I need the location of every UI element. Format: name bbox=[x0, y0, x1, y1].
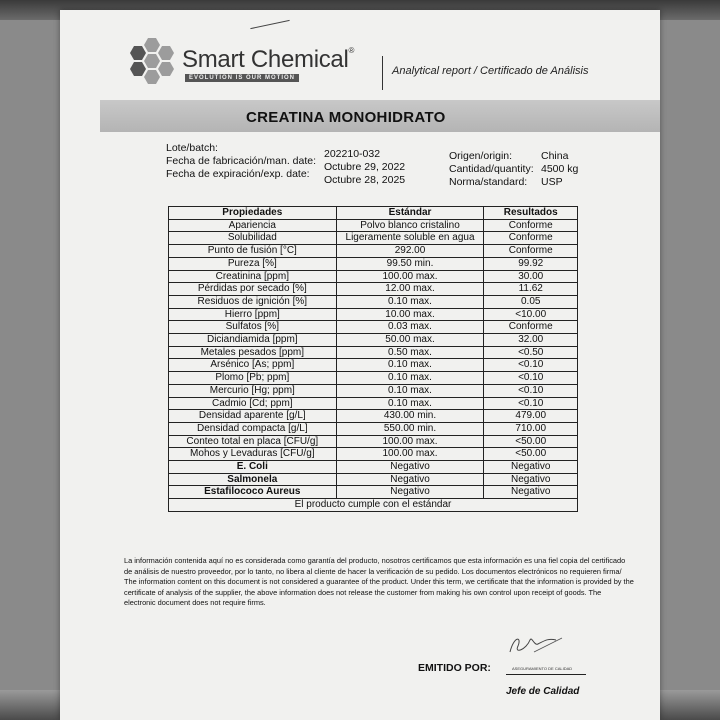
cantidad-value: 4500 kg bbox=[541, 163, 579, 175]
standard-cell: Ligeramente soluble en agua bbox=[336, 232, 484, 245]
table-header-row bbox=[169, 207, 578, 220]
result-cell: <0.50 bbox=[484, 346, 578, 359]
property-cell: Arsénico [As; ppm] bbox=[169, 359, 337, 372]
standard-cell: Negativo bbox=[336, 486, 484, 499]
standard-cell: 10.00 max. bbox=[336, 308, 484, 321]
table-row bbox=[169, 295, 578, 308]
result-cell: Conforme bbox=[484, 232, 578, 245]
standard-cell: 12.00 max. bbox=[336, 283, 484, 296]
table-row bbox=[169, 372, 578, 385]
property-cell: Creatinina [ppm] bbox=[169, 270, 337, 283]
table-row bbox=[169, 257, 578, 270]
header-resultados: Resultados bbox=[484, 207, 578, 220]
property-cell: Densidad aparente [g/L] bbox=[169, 410, 337, 423]
origen-value: China bbox=[541, 150, 569, 162]
emitido-label: EMITIDO POR: bbox=[418, 662, 491, 674]
exp-value: Octubre 28, 2025 bbox=[324, 174, 406, 186]
property-cell: Conteo total en placa [CFU/g] bbox=[169, 435, 337, 448]
meta-labels-right bbox=[449, 150, 534, 189]
standard-cell: 0.03 max. bbox=[336, 321, 484, 334]
property-cell: Densidad compacta [g/L] bbox=[169, 422, 337, 435]
standard-cell: 430.00 min. bbox=[336, 410, 484, 423]
result-cell: Conforme bbox=[484, 245, 578, 258]
table-row bbox=[169, 283, 578, 296]
table-row bbox=[169, 384, 578, 397]
table-row bbox=[169, 359, 578, 372]
property-cell: Sulfatos [%] bbox=[169, 321, 337, 334]
signature-icon bbox=[504, 632, 574, 658]
standard-cell: 0.10 max. bbox=[336, 372, 484, 385]
result-cell: Negativo bbox=[484, 473, 578, 486]
result-cell: Negativo bbox=[484, 486, 578, 499]
conclusion-row bbox=[169, 499, 578, 512]
result-cell: <0.10 bbox=[484, 397, 578, 410]
standard-cell: 0.10 max. bbox=[336, 397, 484, 410]
origen-label: Origen/origin: bbox=[449, 150, 513, 162]
standard-cell: 0.10 max. bbox=[336, 384, 484, 397]
property-cell: Solubilidad bbox=[169, 232, 337, 245]
product-title: CREATINA MONOHIDRATO bbox=[246, 109, 446, 126]
table-body bbox=[169, 219, 578, 498]
result-cell: <0.10 bbox=[484, 372, 578, 385]
result-cell: <10.00 bbox=[484, 308, 578, 321]
table-row bbox=[169, 321, 578, 334]
exp-label: Fecha de expiración/exp. date: bbox=[166, 168, 310, 180]
result-cell: 710.00 bbox=[484, 422, 578, 435]
result-cell: Conforme bbox=[484, 219, 578, 232]
table-row bbox=[169, 232, 578, 245]
standard-cell: 0.10 max. bbox=[336, 359, 484, 372]
table-row bbox=[169, 397, 578, 410]
meta-values-right bbox=[541, 150, 578, 189]
meta-values-left bbox=[324, 148, 405, 187]
property-cell: Mercurio [Hg; ppm] bbox=[169, 384, 337, 397]
table-row bbox=[169, 270, 578, 283]
standard-cell: 0.10 max. bbox=[336, 295, 484, 308]
table-row bbox=[169, 245, 578, 258]
table-row bbox=[169, 422, 578, 435]
result-cell: 32.00 bbox=[484, 334, 578, 347]
result-cell: <50.00 bbox=[484, 435, 578, 448]
header-propiedades: Propiedades bbox=[169, 207, 337, 220]
property-cell: Cadmio [Cd; ppm] bbox=[169, 397, 337, 410]
result-cell: 30.00 bbox=[484, 270, 578, 283]
property-cell: Estafilococo Aureus bbox=[169, 486, 337, 499]
standard-cell: Negativo bbox=[336, 473, 484, 486]
standard-cell: 99.50 min. bbox=[336, 257, 484, 270]
result-cell: Conforme bbox=[484, 321, 578, 334]
lote-label: Lote/batch: bbox=[166, 142, 218, 154]
standard-cell: Negativo bbox=[336, 461, 484, 474]
standard-cell: Polvo blanco cristalino bbox=[336, 219, 484, 232]
role-label: Jefe de Calidad bbox=[506, 686, 580, 697]
standard-cell: 100.00 max. bbox=[336, 448, 484, 461]
header-divider bbox=[382, 56, 383, 90]
property-cell: Pérdidas por secado [%] bbox=[169, 283, 337, 296]
standard-cell: 292.00 bbox=[336, 245, 484, 258]
analysis-table bbox=[168, 206, 578, 512]
result-cell: <0.10 bbox=[484, 359, 578, 372]
standard-cell: 550.00 min. bbox=[336, 422, 484, 435]
table-row bbox=[169, 435, 578, 448]
property-cell: Metales pesados [ppm] bbox=[169, 346, 337, 359]
result-cell: 479.00 bbox=[484, 410, 578, 423]
conclusion-text: El producto cumple con el estándar bbox=[169, 499, 578, 512]
table-row bbox=[169, 334, 578, 347]
property-cell: Apariencia bbox=[169, 219, 337, 232]
disclaimer-text: La información contenida aquí no es considerada como garantía del producto, nosotros certificamos que esta información es una fiel copia del certificado de análisis de nuestro proveedor, por lo tanto, no libera al cliente de hacer la verificación de su pedido. Los documentos electrónicos no requieren firma/ The information content on this document is not considered a guarantee of the product. Under this term, we certificate that the information is provided by the certificate of analysis of the supplier, the above information does not release the customer from making his own control upon receipt of goods. The electronic document does not require firms. bbox=[124, 556, 634, 607]
standard-cell: 0.50 max. bbox=[336, 346, 484, 359]
property-cell: Mohos y Levaduras [CFU/g] bbox=[169, 448, 337, 461]
property-cell: Hierro [ppm] bbox=[169, 308, 337, 321]
paper-mark bbox=[250, 20, 289, 29]
lote-value: 202210-032 bbox=[324, 148, 381, 160]
standard-cell: 100.00 max. bbox=[336, 270, 484, 283]
standard-cell: 50.00 max. bbox=[336, 334, 484, 347]
property-cell: Salmonela bbox=[169, 473, 337, 486]
table-row bbox=[169, 219, 578, 232]
signature-line bbox=[506, 674, 586, 675]
property-cell: Pureza [%] bbox=[169, 257, 337, 270]
certificate-page bbox=[60, 10, 660, 720]
header-estandar: Estándar bbox=[336, 207, 484, 220]
cantidad-label: Cantidad/quantity: bbox=[449, 163, 534, 175]
property-cell: Plomo [Pb; ppm] bbox=[169, 372, 337, 385]
table-row bbox=[169, 461, 578, 474]
fab-value: Octubre 29, 2022 bbox=[324, 161, 406, 173]
result-cell: Negativo bbox=[484, 461, 578, 474]
report-label: Analytical report / Certificado de Análisis bbox=[392, 65, 589, 77]
brand-tagline: EVOLUTION IS OUR MOTION bbox=[185, 74, 299, 82]
property-cell: E. Coli bbox=[169, 461, 337, 474]
fab-label: Fecha de fabricación/man. date: bbox=[166, 155, 317, 167]
table-row bbox=[169, 473, 578, 486]
property-cell: Punto de fusión [°C] bbox=[169, 245, 337, 258]
table-row bbox=[169, 346, 578, 359]
property-cell: Residuos de ignición [%] bbox=[169, 295, 337, 308]
table-row bbox=[169, 486, 578, 499]
table-row bbox=[169, 410, 578, 423]
table-row bbox=[169, 448, 578, 461]
table-row bbox=[169, 308, 578, 321]
hexagon-logo-icon bbox=[130, 38, 180, 82]
result-cell: 99.92 bbox=[484, 257, 578, 270]
norma-label: Norma/standard: bbox=[449, 176, 528, 188]
meta-labels-left bbox=[166, 142, 316, 181]
brand-name: Smart Chemical® bbox=[182, 46, 355, 73]
result-cell: 0.05 bbox=[484, 295, 578, 308]
norma-value: USP bbox=[541, 176, 563, 188]
result-cell: <50.00 bbox=[484, 448, 578, 461]
result-cell: 11.62 bbox=[484, 283, 578, 296]
signature-caption: ASEGURAMIENTO DE CALIDAD bbox=[512, 666, 573, 671]
property-cell: Diciandiamida [ppm] bbox=[169, 334, 337, 347]
standard-cell: 100.00 max. bbox=[336, 435, 484, 448]
result-cell: <0.10 bbox=[484, 384, 578, 397]
